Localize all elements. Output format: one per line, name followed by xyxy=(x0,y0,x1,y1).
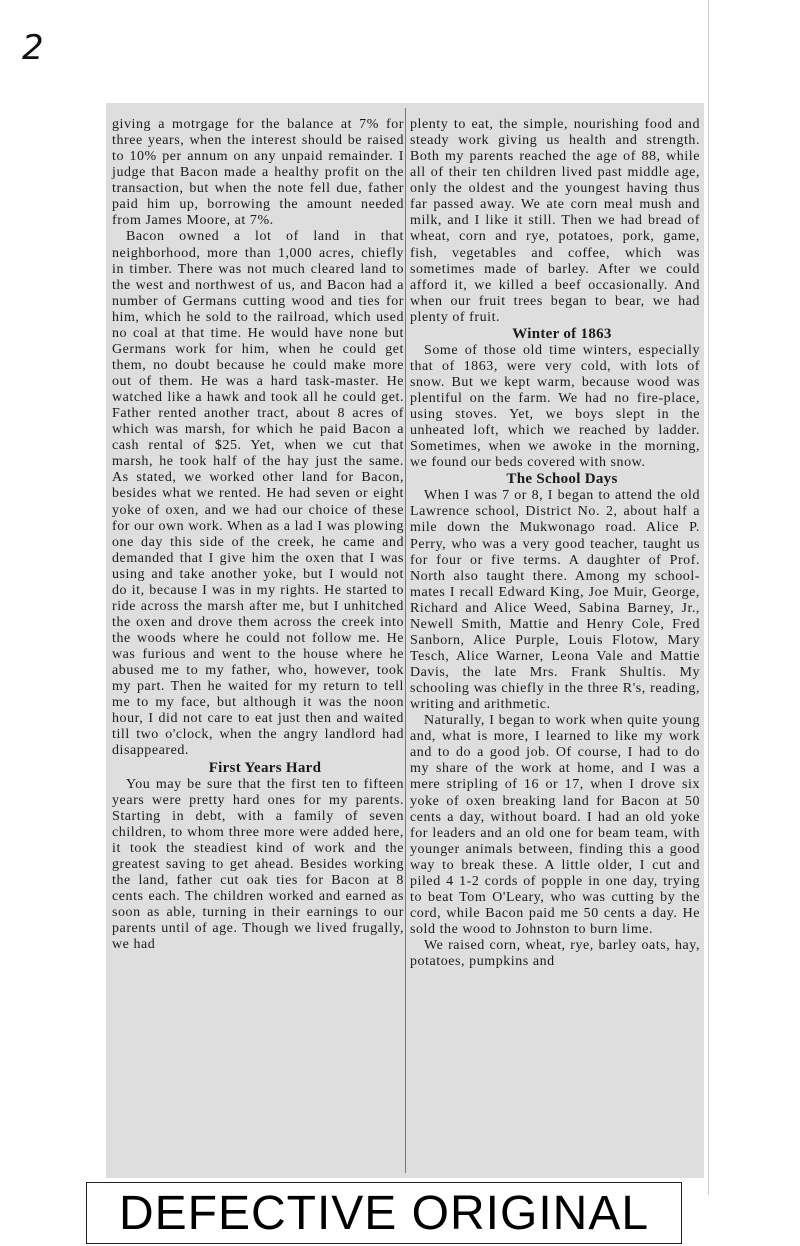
page-edge-line xyxy=(708,0,709,1195)
section-heading-first-years-hard: First Years Hard xyxy=(208,759,322,776)
stamp-text: DEFECTIVE ORIGINAL xyxy=(118,1186,650,1240)
section-heading-school-days: The School Days xyxy=(506,471,618,488)
right-column xyxy=(410,117,700,970)
defective-original-stamp xyxy=(86,1182,682,1244)
right-paragraph-3: When I was 7 or 8, I began to attend the old Lawrence school, District No. 2, about half a mile down the Mukwonago road. Alice P. Perry, who was a very good teacher, taught us for four or five terms. A daughter of Prof. North also taught there. Among my school-mates I recall Edward King, Joe Muir, George, Richard and Alice Weed, Sabina Barney, Jr., Newell Smith, Mattie and Henry Cole, Fred Sanborn, Alice Purple, Louis Flotow, Mary Tesch, Alice Warner, Leona Vale and Mattie Davis, the late Mrs. Frank Shultis. My schooling was chiefly in the three R's, reading, writing and arithmetic. xyxy=(410,488,700,713)
page-number: 2 xyxy=(22,28,44,68)
left-paragraph-3: You may be sure that the first ten to fifteen years were pretty hard ones for my parents. Starting in debt, with a family of seven children, to whom three more were added here, it took the steadiest kind of work and the greatest saving to get ahead. Besides working the land, father cut oak ties for Bacon at 8 cents each. The children worked and earned as soon as able, turning in their earnings to our parents until of age. Though we lived frugally, we had xyxy=(112,776,404,953)
left-paragraph-1: giving a motrgage for the balance at 7% for three years, when the interest should be raised to 10% per annum on any unpaid remainder. I judge that Bacon made a healthy profit on the transaction, but when the note fell due, father paid him up, borrowing the amount needed from James Moore, at 7%. xyxy=(112,117,404,229)
right-paragraph-1: plenty to eat, the simple, nourishing food and steady work giving us health and strength. Both my parents reached the age of 88, while all of their ten children lived past middle age, only the oldest and the youngest having thus far passed away. We ate corn meal mush and milk, and I like it still. Then we had bread of wheat, corn and rye, potatoes, pork, game, fish, vegetables and coffee, which was sometimes made of barley. After we could afford it, we killed a beef occasionally. And when our fruit trees began to bear, we had plenty of fruit. xyxy=(410,117,700,325)
right-paragraph-4: Naturally, I began to work when quite young and, what is more, I learned to like my work and to do a good job. Of course, I had to do my share of the work at home, and I was a mere stripling of 16 or 17, when I drove six yoke of oxen breaking land for Bacon at 50 cents a day, without board. I had an old yoke for leaders and an old one for beam team, with younger animals between, finding this a good way to break these. A little older, I cut and piled 4 1-2 cords of popple in one day, trying to beat Tom O'Leary, who was cutting by the cord, while Bacon paid me 50 cents a day. He sold the wood to Johnston to burn lime. xyxy=(410,713,700,937)
left-paragraph-2: Bacon owned a lot of land in that neighborhood, more than 1,000 acres, chiefly in timber. There was not much cleared land to the west and northwest of us, and Bacon had a number of Germans cutting wood and ties for him, which he sold to the railroad, which used no coal at that time. He would have none but Germans work for him, when he could get them, no doubt because he could make more out of them. He was a hard task-master. He watched like a hawk and took all he could get. Father rented another tract, about 8 acres of which was marsh, for which he paid Bacon a cash rental of $25. Yet, when we cut that marsh, he took half of the hay just the same. As stated, we worked other land for Bacon, besides what we rented. He had seven or eight yoke of oxen, and we had our choice of these for our own work. When as a lad I was plowing one day this side of the creek, he came and demanded that I give him the oxen that I was using and take another yoke, but I would not do it, because I was in my rights. He started to ride across the marsh after me, but I unhitched the oxen and drove them across the creek into the woods where he could not follow me. He was furious and went to the house where he abused me to my father, who, however, took my part. Then he waited for my return to tell me to my face, but although it was the noon hour, I did not care to eat just then and waited till two o'clock, when the angry landlord had disappeared. xyxy=(112,229,404,759)
left-column xyxy=(112,117,404,953)
right-paragraph-5: We raised corn, wheat, rye, barley oats, hay, potatoes, pumpkins and xyxy=(410,938,700,970)
right-paragraph-2: Some of those old time winters, especially that of 1863, were very cold, with lots of snow. But we kept warm, because wood was plentiful on the farm. We had no fire-place, using stoves. Yet, we boys slept in the unheated loft, which we reached by ladder. Sometimes, when we awoke in the morning, we found our beds covered with snow. xyxy=(410,342,700,471)
section-heading-winter-of-1863: Winter of 1863 xyxy=(512,325,612,342)
column-divider xyxy=(405,108,406,1173)
